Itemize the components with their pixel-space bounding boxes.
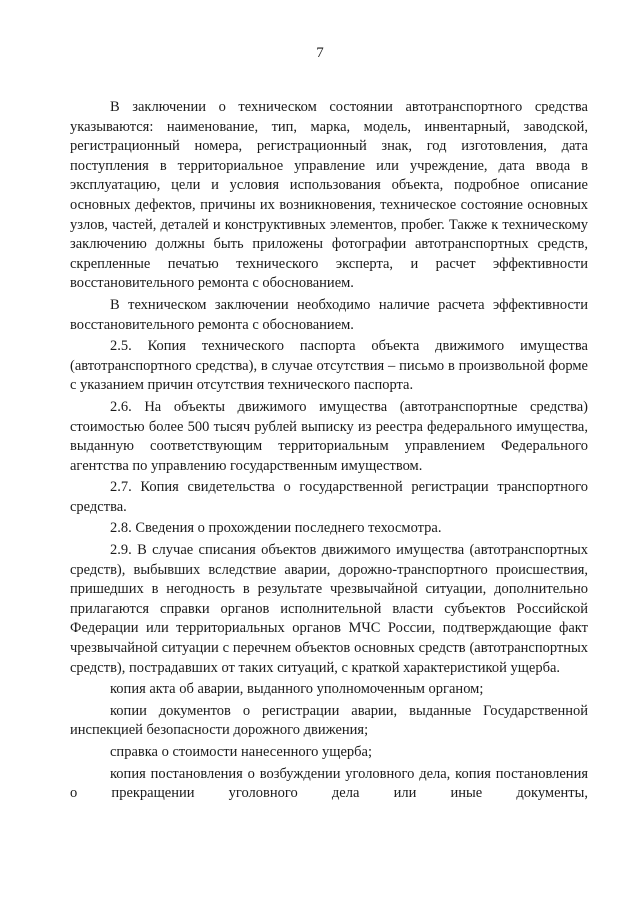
paragraph-accident-act-copy: копия акта об аварии, выданного уполномоченным органом; [110,681,484,698]
paragraph-conclusion-contents: В заключении о техническом состоянии автотранспортного средства указываются: наименование, тип, марка, модель, инвентарный, заводской, регистрационный номера, регистрационный знак, год изготовления, дата поступления в территориальное управление или учреждение, дата ввода в эксплуатацию, цели и условия использования объекта, подробное описание основных дефектов, причины их возникновения, техническое состояние основных узлов, частей, деталей и конструктивных элементов, пробег. Также к техническому заключению должны быть приложены фотографии автотранспортных средств, скрепленные печатью технического эксперта, и расчет эффективности восстановительного ремонта с обоснованием. [70,99,588,292]
page-number: 7 [316,45,324,61]
paragraph-item-2-8: 2.8. Сведения о прохождении последнего техосмотра. [110,520,442,537]
paragraph-registration-docs: копии документов о регистрации аварии, выданные Государственной инспекцией безопасности дорожного движения; [70,702,588,739]
paragraph-item-2-7: 2.7. Копия свидетельства о государственной регистрации транспортного средства. [70,479,588,515]
paragraph-criminal-case-docs: копия постановления о возбуждении уголовного дела, копия постановления о прекращении уголовного дела или иные документы, [70,765,588,802]
paragraph-item-2-9: 2.9. В случае списания объектов движимого имущества (автотранспортных средств), выбывших вследствие аварии, дорожно-транспортного происшествия, пришедших в негодность в результате чрезвычайной ситуации, дополнительно прилагаются справки органов исполнительной власти субъектов Российской Федерации или территориальных органов МЧС России, подтверждающие факт чрезвычайной ситуации с перечнем объектов основных средств (автотранспортных средств), пострадавших от таких ситуаций, с краткой характеристикой ущерба. [70,542,588,676]
paragraph-damage-certificate: справка о стоимости нанесенного ущерба; [110,744,372,760]
paragraph-repair-calculation: В техническом заключении необходимо наличие расчета эффективности восстановительного ремонта с обоснованием. [70,296,588,333]
paragraph-item-2-6: 2.6. На объекты движимого имущества (автотранспортные средства) стоимостью более 500 тысяч рублей выписку из реестра федерального имущества, выданную соответствующим территориальным управлением Федерального агентства по управлению государственным имуществом. [70,398,588,474]
paragraph-item-2-5: 2.5. Копия технического паспорта объекта движимого имущества (автотранспортного средства), в случае отсутствия – письмо в произвольной форме с указанием причин отсутствия технического паспорта. [70,338,588,394]
document-body [70,98,588,806]
